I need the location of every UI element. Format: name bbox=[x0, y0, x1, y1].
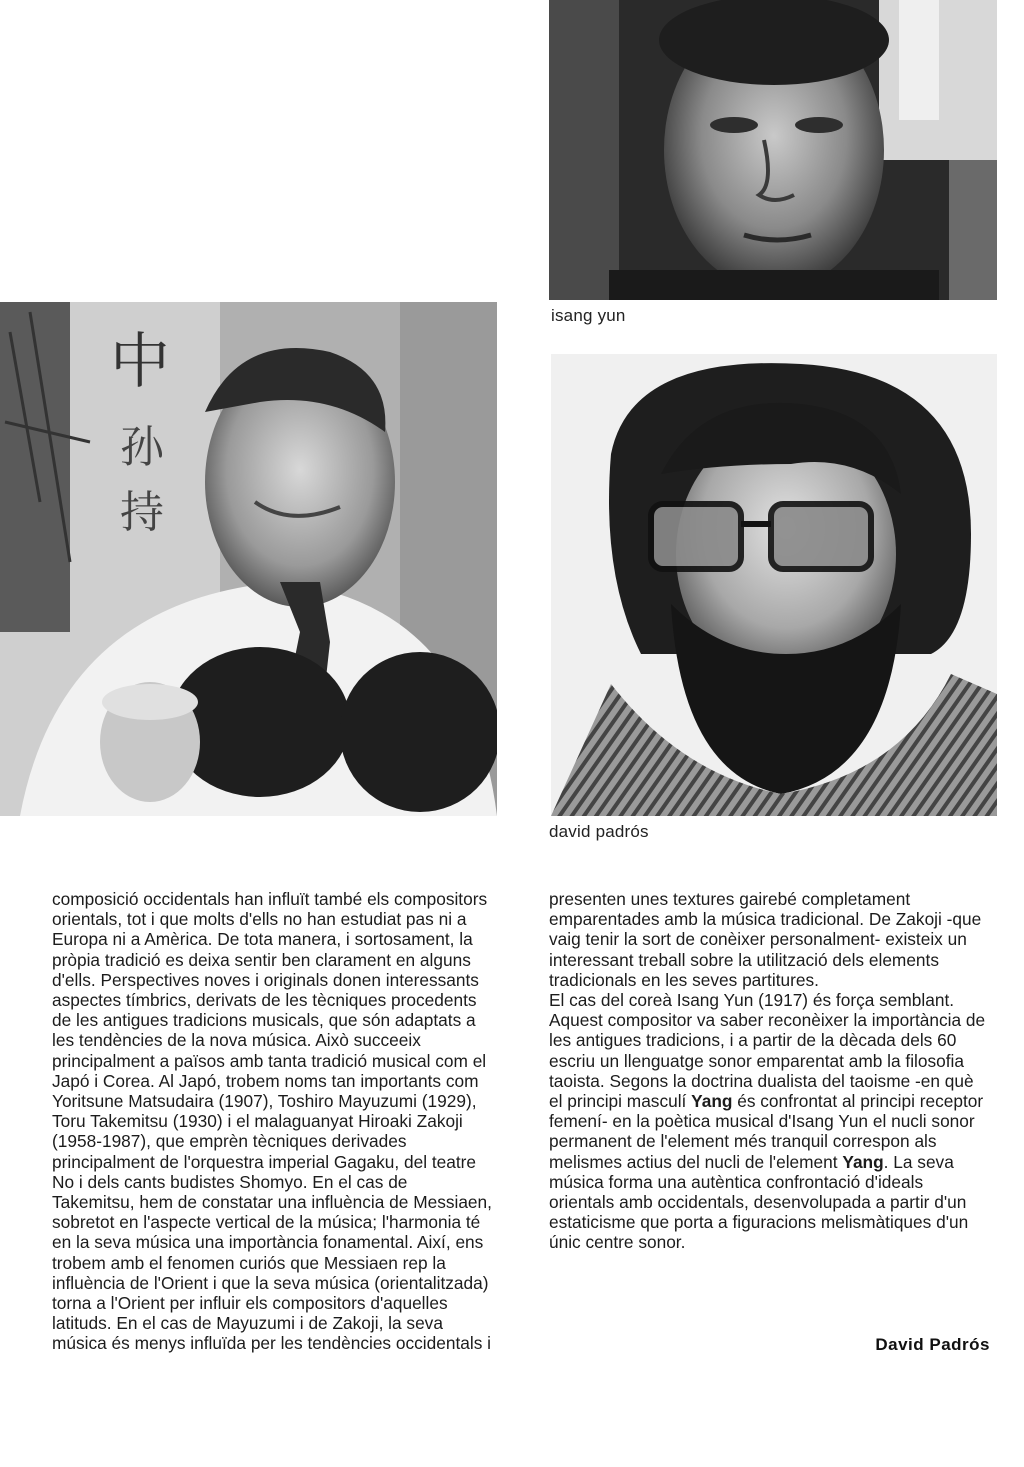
photo-isang-yun bbox=[549, 0, 997, 300]
paragraph-right-2 bbox=[549, 990, 987, 1253]
photo-david-padros bbox=[551, 354, 997, 816]
photo-composer-left bbox=[0, 302, 497, 816]
text-column-right bbox=[549, 889, 987, 1253]
author-signature: David Padrós bbox=[875, 1335, 990, 1354]
keyword-yang: Yang bbox=[691, 1091, 733, 1112]
text-segment: El cas del coreà Isang Yun (1917) és força semblant. Aquest compositor va saber reconèixer la importància de les antigues tradicions, i a partir de la dècada dels 60 escriu un llenguatge sonor emparentat amb la filosofia taoista. Segons la doctrina dualista del taoisme -en què el principi masculí bbox=[549, 990, 986, 1112]
caption-david-padros: david padrós bbox=[549, 822, 649, 841]
svg-text:孙: 孙 bbox=[120, 422, 164, 473]
svg-text:中: 中 bbox=[110, 327, 170, 397]
keyword-yang: Yang bbox=[842, 1151, 884, 1172]
caption-isang-yun: isang yun bbox=[551, 306, 626, 325]
text-column-left bbox=[52, 889, 492, 1354]
paragraph-right-1: presenten unes textures gairebé completament emparentades amb la música tradicional. De Zakoji -que vaig tenir la sort de conèixer personalment- existeix un interessant treball sobre la utilització dels elements tradicionals en les seves partitures. bbox=[549, 889, 982, 990]
paragraph-left: composició occidentals han influït també els compositors orientals, tot i que molts d'ells no han estudiat pas ni a Europa ni a Amèrica. De tota manera, i sortosament, la pròpia tradició es deixa sentir ben clarament en alguns d'ells. Perspectives noves i originals donen interessants aspectes tímbrics, derivats de les tècniques procedents de les antigues tradicions musicals, que són adaptats a les tendències de la nova música. Això succeeix principalment a països amb tanta tradició musical com el Japó i Corea. Al Japó, trobem noms tan importants com Yoritsune Matsudaira (1907), Toshiro Mayuzumi (1929), Toru Takemitsu (1930) i el malaguanyat Hiroaki Zakoji (1958-1987), que emprèn tècniques derivades principalment de l'orquestra imperial Gagaku, del teatre No i dels cants budistes Shomyo. En el cas de Takemitsu, hem de constatar una influència de Messiaen, sobretot en l'aspecte vertical de la música; l'harmonia té en la seva música una importància fonamental. Així, ens trobem amb el fenomen curiós que Messiaen rep la influència de l'Orient i que la seva música (orientalitzada) torna a l'Orient per influir els compositors d'aquelles latituds. En el cas de Mayuzumi i de Zakoji, la seva música és menys influïda per les tendències occidentals i bbox=[52, 889, 492, 1354]
text-segment: és confrontat al principi receptor femení- en la poètica musical d'Isang Yun el nucli sonor permanent de l'element més tranquil correspon als melismes actius del nucli de l'element bbox=[549, 1091, 984, 1172]
text-segment: . La seva música forma una autèntica confrontació d'ideals orientals amb occidentals, desenvolupada a partir d'un estaticisme que porta a figuracions melismàtiques d'un únic centre sonor. bbox=[549, 1151, 969, 1253]
svg-text:持: 持 bbox=[120, 487, 164, 538]
